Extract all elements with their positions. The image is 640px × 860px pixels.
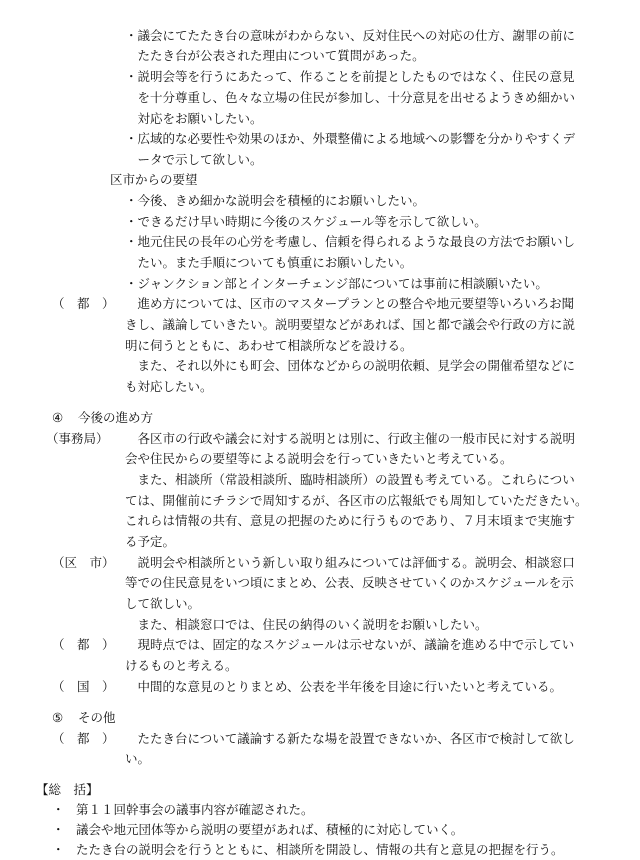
section-number: ⑤ bbox=[52, 710, 64, 725]
para-line: 進め方については、区市のマスタープランとの整合や地元要望等いろいろお聞 bbox=[125, 296, 575, 311]
request-line: ・今後、きめ細かな説明会を積極的にお願いしたい。 bbox=[125, 193, 426, 208]
para-line: して欲しい。 bbox=[125, 596, 201, 611]
para-line: 明に伺うとともに、あわせて相談所などを設ける。 bbox=[125, 338, 413, 353]
para-line: ては、開催前にチラシで周知するが、各区市の広報紙でも周知していただきたい。 bbox=[125, 493, 588, 508]
section-number: ④ bbox=[52, 410, 64, 425]
summary-item: たたき台の説明会を行うとともに、相談所を開設し、情報の共有と意見の把握を行う。 bbox=[76, 842, 564, 857]
bullet-line: たたき台が公表された理由について質問があった。 bbox=[125, 48, 425, 63]
para-line: たたき台について議論する新たな場を設置できないか、各区市で検討して欲し bbox=[125, 731, 575, 746]
para-line: また、相談窓口では、住民の納得のいく説明をお願いしたい。 bbox=[125, 617, 488, 632]
para-line: 各区市の行政や議会に対する説明とは別に、行政主催の一般市民に対する説明 bbox=[125, 431, 576, 446]
speaker-label: （ 国 ） bbox=[52, 679, 115, 694]
summary-bullet: ・ bbox=[52, 802, 65, 817]
section-title: その他 bbox=[78, 710, 116, 725]
para-line: これらは情報の共有、意見の把握のために行うものであり、７月末頃まで実施す bbox=[125, 513, 576, 528]
bullet-line: ・議会にてたたき台の意味がわからない、反対住民への対応の仕方、謝罪の前に bbox=[125, 28, 576, 43]
speaker-label: （区 市） bbox=[52, 555, 115, 570]
para-line: きし、議論していきたい。説明要望などがあれば、国と都で議会や行政の方に説 bbox=[125, 317, 576, 332]
request-line: ・地元住民の長年の心労を考慮し、信頼を得られるような最良の方法でお願いし bbox=[125, 234, 576, 249]
para-line: 会や住民からの要望等による説明会を行っていきたいと考えている。 bbox=[125, 451, 513, 466]
para-line: 現時点では、固定的なスケジュールは示せないが、議論を進める中で示してい bbox=[125, 637, 575, 652]
para-line: い。 bbox=[125, 751, 151, 766]
speaker-label: （ 都 ） bbox=[52, 731, 115, 746]
para-line: また、相談所（常設相談所、臨時相談所）の設置も考えている。これらについ bbox=[125, 472, 575, 487]
para-line: また、それ以外にも町会、団体などからの説明依頼、見学会の開催希望などに bbox=[125, 358, 576, 373]
bullet-line: 対応をお願いしたい。 bbox=[125, 111, 263, 126]
summary-bullet: ・ bbox=[52, 822, 65, 837]
request-line: たい。また手順についても慎重にお願いしたい。 bbox=[125, 255, 413, 270]
para-line: る予定。 bbox=[125, 534, 176, 549]
request-heading: 区市からの要望 bbox=[110, 172, 198, 187]
summary-item: 議会や地元団体等から説明の要望があれば、積極的に対応していく。 bbox=[76, 822, 464, 837]
request-line: ・できるだけ早い時期に今後のスケジュール等を示して欲しい。 bbox=[125, 214, 487, 229]
summary-item: 第１１回幹事会の議事内容が確認された。 bbox=[76, 802, 314, 817]
section-title: 今後の進め方 bbox=[78, 410, 154, 425]
summary-bullet: ・ bbox=[52, 842, 65, 857]
para-line: も対応したい。 bbox=[125, 379, 213, 394]
bullet-line: を十分尊重し、色々な立場の住民が参加し、十分意見を出せるようきめ細かい bbox=[125, 90, 576, 105]
request-line: ・ジャンクション部とインターチェンジ部については事前に相談願いたい。 bbox=[125, 276, 548, 291]
para-line: 等での住民意見をいつ頃にまとめ、公表、反映させていくのかスケジュールを示 bbox=[125, 575, 574, 590]
speaker-label: （ 都 ） bbox=[52, 296, 115, 311]
bullet-line: ・広域的な必要性や効果のほか、外環整備による地域への影響を分かりやすくデ bbox=[125, 131, 576, 146]
bullet-line: ータで示して欲しい。 bbox=[125, 152, 263, 167]
bullet-line: ・説明会等を行うにあたって、作ることを前提としたものではなく、住民の意見 bbox=[125, 69, 575, 84]
para-line: けるものと考える。 bbox=[125, 658, 238, 673]
speaker-label: （ 都 ） bbox=[52, 637, 115, 652]
para-line: 説明会や相談所という新しい取り組みについては評価する。説明会、相談窓口 bbox=[125, 555, 575, 570]
speaker-label: （事務局） bbox=[46, 431, 109, 446]
para-line: 中間的な意見のとりまとめ、公表を半年後を目途に行いたいと考えている。 bbox=[125, 679, 563, 694]
summary-heading: 【総 括】 bbox=[36, 782, 99, 797]
